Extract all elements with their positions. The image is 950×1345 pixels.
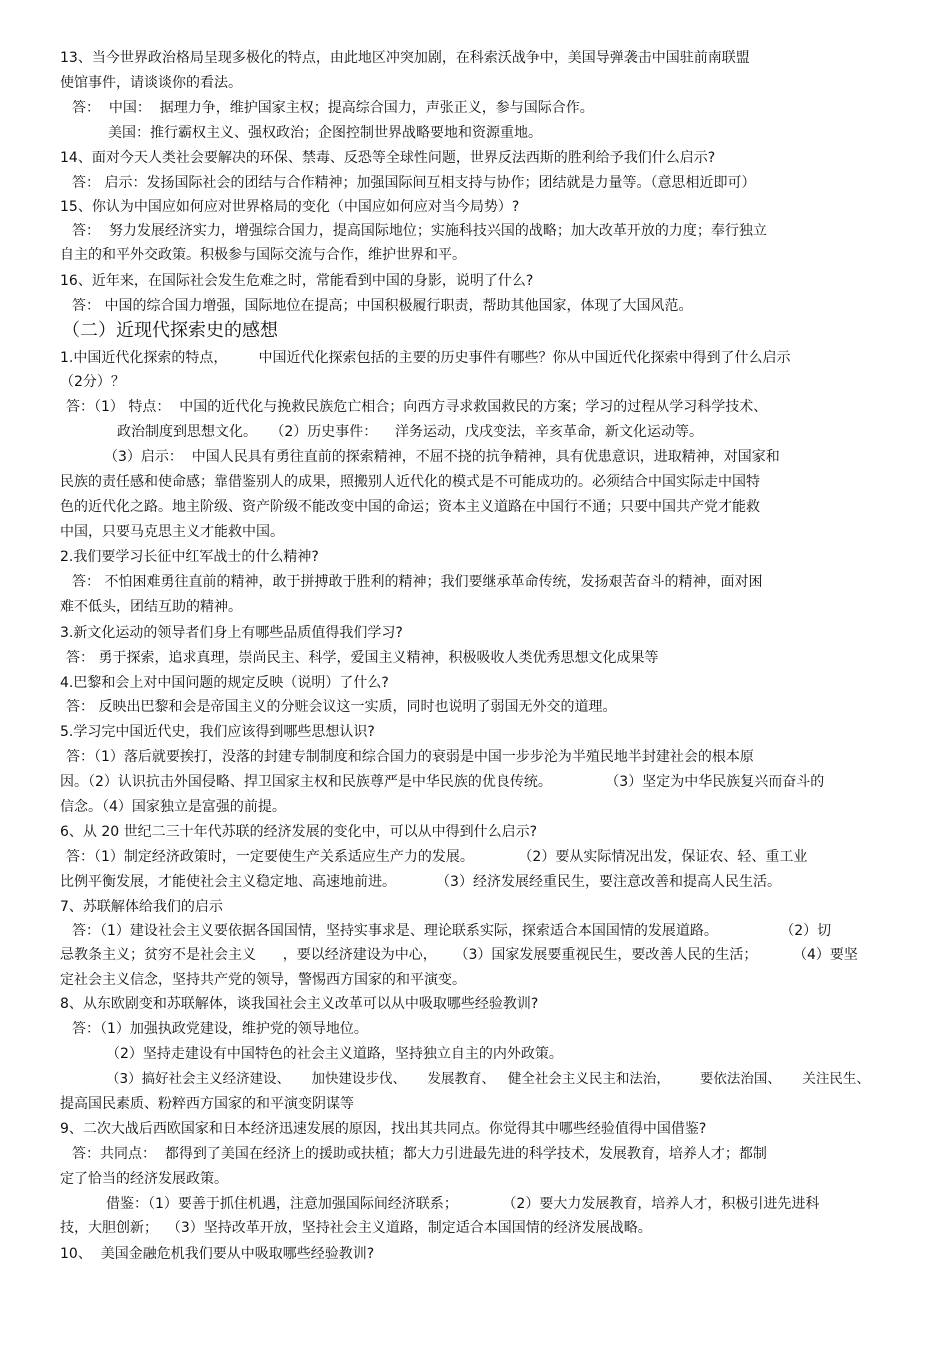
- answer-1-line-2: 政治制度到思想文化。 （2）历史事件： 洋务运动，戊戌变法，辛亥革命，新文化运动等。: [117, 424, 704, 440]
- answer-13-usa: 美国：推行霸权主义、强权政治；企图控制世界战略要地和资源重地。: [108, 125, 542, 141]
- question-4: 4.巴黎和会上对中国问题的规定反映（说明）了什么?: [60, 675, 389, 691]
- answer-9-line-1: 答：共同点： 都得到了美国在经济上的援助或扶植；都大力引进最先进的科学技术，发展教育，培养人才；都制: [72, 1146, 767, 1162]
- answer-5-line-3: 信念。（4）国家独立是富强的前提。: [60, 799, 286, 815]
- question-7: 7、苏联解体给我们的启示: [60, 899, 223, 915]
- answer-2-line-2: 难不低头，团结互助的精神。: [60, 599, 242, 615]
- question-9: 9、二次大战后西欧国家和日本经济迅速发展的原因，找出其共同点。你觉得其中哪些经验值得中国借鉴?: [60, 1121, 707, 1137]
- answer-1-line-6: 中国，只要马克思主义才能救中国。: [60, 524, 284, 540]
- answer-8-line-1: 答：（1）加强执政党建设，维护党的领导地位。: [72, 1021, 368, 1037]
- question-13-line-2: 使馆事件，请谈谈你的看法。: [60, 75, 242, 91]
- question-10: 10、 美国金融危机我们要从中吸取哪些经验教训?: [60, 1246, 375, 1262]
- answer-3: 答： 勇于探索，追求真理，崇尚民主、科学，爱国主义精神，积极吸收人类优秀思想文化成果等: [66, 650, 659, 666]
- answer-15-line-1: 答： 努力发展经济实力，增强综合国力，提高国际地位；实施科技兴国的战略；加大改革开放的力度；奉行独立: [72, 223, 767, 239]
- question-8: 8、从东欧剧变和苏联解体，谈我国社会主义改革可以从中吸取哪些经验教训?: [60, 996, 539, 1012]
- section-heading: （二）近现代探索史的感想: [62, 320, 278, 341]
- answer-14: 答： 启示：发扬国际社会的团结与合作精神；加强国际间互相支持与协作；团结就是力量等。（意思相近即可）: [72, 175, 756, 191]
- answer-2-line-1: 答： 不怕困难勇往直前的精神，敢于拼搏敢于胜利的精神；我们要继承革命传统，发扬艰苦奋斗的精神，面对困: [72, 574, 763, 590]
- question-3: 3.新文化运动的领导者们身上有哪些品质值得我们学习?: [60, 625, 403, 641]
- answer-6-line-1: 答：（1）制定经济政策时，一定要使生产关系适应生产力的发展。 （2）要从实际情况出发，保证农、轻、重工业: [66, 849, 808, 865]
- answer-9-line-2: 定了恰当的经济发展政策。: [60, 1171, 228, 1187]
- question-14: 14、面对今天人类社会要解决的环保、禁毒、反恐等全球性问题，世界反法西斯的胜利给予我们什么启示?: [60, 150, 716, 166]
- answer-8-line-2: （2）坚持走建设有中国特色的社会主义道路，坚持独立自主的内外政策。: [106, 1046, 563, 1062]
- answer-1-line-1: 答：（1） 特点： 中国的近代化与挽救民族危亡相合；向西方寻求救国救民的方案；学习的过程从学习科学技术、: [66, 399, 768, 415]
- answer-8-line-4: 提高国民素质、粉粹西方国家的和平演变阴谋等: [60, 1096, 354, 1112]
- question-15: 15、你认为中国应如何应对世界格局的变化（中国应如何应对当今局势）?: [60, 199, 520, 215]
- answer-7-line-2: 忌教条主义；贫穷不是社会主义 ，要以经济建设为中心， （3）国家发展要重视民生，要改善人民的生活； （4）要坚: [60, 947, 858, 963]
- answer-7-line-3: 定社会主义信念，坚持共产党的领导，警惕西方国家的和平演变。: [60, 972, 466, 988]
- question-1-line-2: （2分）？: [60, 374, 125, 390]
- question-6: 6、从 20 世纪二三十年代苏联的经济发展的变化中，可以从中得到什么启示?: [60, 824, 538, 840]
- answer-7-line-1: 答：（1）建设社会主义要依据各国国情，坚持实事求是、理论联系实际，探索适合本国国情的发展道路。 （2）切: [72, 923, 832, 939]
- answer-5-line-1: 答：（1）落后就要挨打，没落的封建专制制度和综合国力的衰弱是中国一步步沦为半殖民地半封建社会的根本原: [66, 749, 754, 765]
- question-5: 5.学习完中国近代史，我们应该得到哪些思想认识?: [60, 724, 375, 740]
- question-2: 2.我们要学习长征中红军战士的什么精神?: [60, 549, 319, 565]
- answer-1-line-3: （3）启示： 中国人民具有勇往直前的探索精神，不屈不挠的抗争精神，具有优患意识，进取精神，对国家和: [104, 449, 780, 465]
- answer-8-line-3: （3）搞好社会主义经济建设、 加快建设步伐、 发展教育、 健全社会主义民主和法治， 要依法治国、 关注民生、: [106, 1071, 870, 1087]
- answer-5-line-2: 因。（2）认识抗击外国侵略、捍卫国家主权和民族尊严是中华民族的优良传统。 （3）坚定为中华民族复兴而奋斗的: [60, 774, 825, 790]
- answer-6-line-2: 比例平衡发展，才能使社会主义稳定地、高速地前进。 （3）经济发展经重民生，要注意改善和提高人民生活。: [60, 874, 781, 890]
- answer-16: 答： 中国的综合国力增强，国际地位在提高；中国积极履行职责，帮助其他国家，体现了大国风范。: [72, 298, 693, 314]
- question-13-line-1: 13、当今世界政治格局呈现多极化的特点，由此地区冲突加剧，在科索沃战争中，美国导弹袭击中国驻前南联盟: [60, 50, 750, 66]
- answer-4: 答： 反映出巴黎和会是帝国主义的分赃会议这一实质，同时也说明了弱国无外交的道理。: [66, 699, 617, 715]
- answer-13-china: 答： 中国： 据理力争，维护国家主权；提高综合国力，声张正义，参与国际合作。: [72, 100, 594, 116]
- answer-1-line-5: 色的近代化之路。地主阶级、资产阶级不能改变中国的命运；资本主义道路在中国行不通；只要中国共产党才能救: [60, 499, 760, 515]
- answer-9-line-4: 技，大胆创新； （3）坚持改革开放，坚持社会主义道路，制定适合本国国情的经济发展战略。: [60, 1220, 652, 1236]
- question-1-line-1: 1.中国近代化探索的特点， 中国近代化探索包括的主要的历史事件有哪些？你从中国近代化探索中得到了什么启示: [60, 350, 791, 366]
- answer-15-line-2: 自主的和平外交政策。积极参与国际交流与合作，维护世界和平。: [60, 247, 466, 263]
- question-16: 16、近年来，在国际社会发生危难之时，常能看到中国的身影，说明了什么?: [60, 273, 534, 289]
- answer-9-line-3: 借鉴：（1）要善于抓住机遇，注意加强国际间经济联系； （2）要大力发展教育，培养人才，积极引进先进科: [106, 1196, 820, 1212]
- answer-1-line-4: 民族的责任感和使命感；靠借鉴别人的成果，照搬别人近代化的模式是不可能成功的。必须结合中国实际走中国特: [60, 474, 760, 490]
